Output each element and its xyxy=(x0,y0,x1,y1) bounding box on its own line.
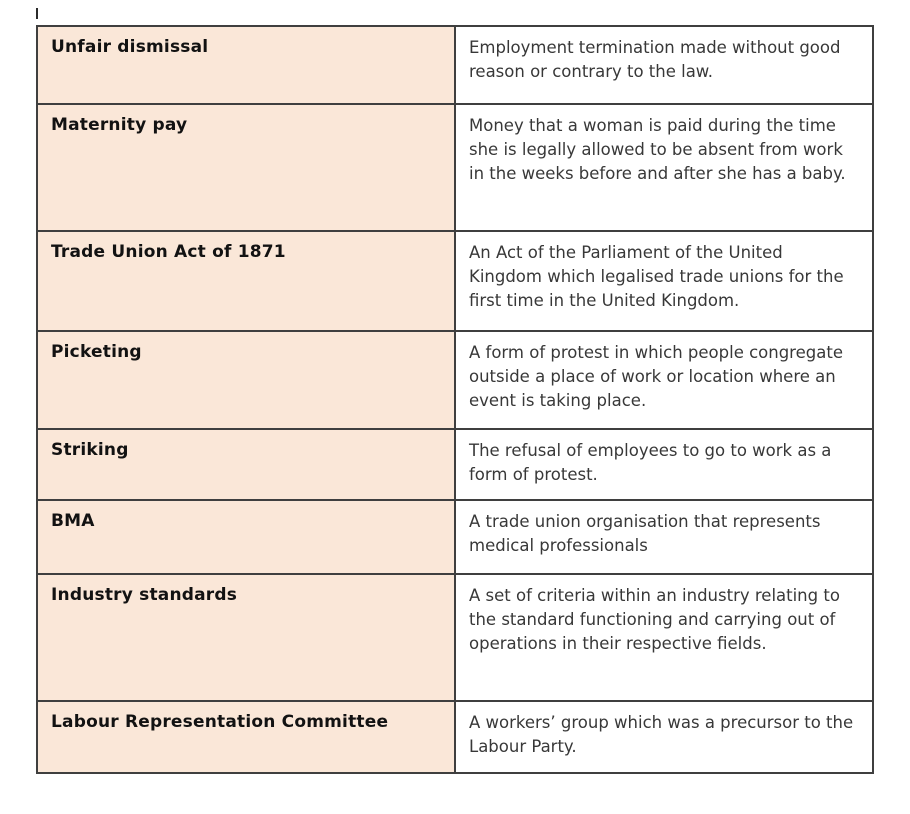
term-cell xyxy=(37,429,455,500)
term-cell xyxy=(37,574,455,701)
term-text: Unfair dismissal xyxy=(51,37,209,57)
definition-text: The refusal of employees to go to work as a form of protest. xyxy=(469,441,832,484)
glossary-table xyxy=(36,25,874,774)
table-row xyxy=(37,231,873,331)
table-row xyxy=(37,26,873,104)
definition-text: Money that a woman is paid during the time she is legally allowed to be absent from work in the weeks before and after she has a baby. xyxy=(469,116,846,183)
glossary-table-container xyxy=(36,25,874,774)
term-text: BMA xyxy=(51,511,95,531)
term-text: Striking xyxy=(51,440,129,460)
definition-text: A workers’ group which was a precursor to the Labour Party. xyxy=(469,713,854,756)
definition-text: Employment termination made without good reason or contrary to the law. xyxy=(469,38,841,81)
term-text: Trade Union Act of 1871 xyxy=(51,242,286,262)
definition-cell xyxy=(455,574,873,701)
definition-text: A trade union organisation that represents medical professionals xyxy=(469,512,821,555)
term-cell xyxy=(37,104,455,231)
definition-cell xyxy=(455,500,873,574)
table-row xyxy=(37,331,873,429)
term-cell xyxy=(37,231,455,331)
term-text: Maternity pay xyxy=(51,115,188,135)
table-row xyxy=(37,701,873,773)
definition-text: An Act of the Parliament of the United Kingdom which legalised trade unions for the first time in the United Kingdom. xyxy=(469,243,844,310)
term-text: Labour Representation Committee xyxy=(51,712,389,732)
term-text: Industry standards xyxy=(51,585,238,605)
definition-cell xyxy=(455,231,873,331)
term-cell xyxy=(37,701,455,773)
term-cell xyxy=(37,331,455,429)
term-text: Picketing xyxy=(51,342,142,362)
definition-cell xyxy=(455,331,873,429)
definition-cell xyxy=(455,104,873,231)
table-row xyxy=(37,429,873,500)
definition-cell xyxy=(455,26,873,104)
definition-cell xyxy=(455,429,873,500)
table-row xyxy=(37,500,873,574)
definition-text: A form of protest in which people congregate outside a place of work or location where an event is taking place. xyxy=(469,343,843,410)
table-row xyxy=(37,104,873,231)
definition-text: A set of criteria within an industry relating to the standard functioning and carrying out of operations in their respective fields. xyxy=(469,586,840,653)
term-cell xyxy=(37,500,455,574)
term-cell xyxy=(37,26,455,104)
definition-cell xyxy=(455,701,873,773)
text-cursor-mark xyxy=(36,8,38,19)
table-row xyxy=(37,574,873,701)
